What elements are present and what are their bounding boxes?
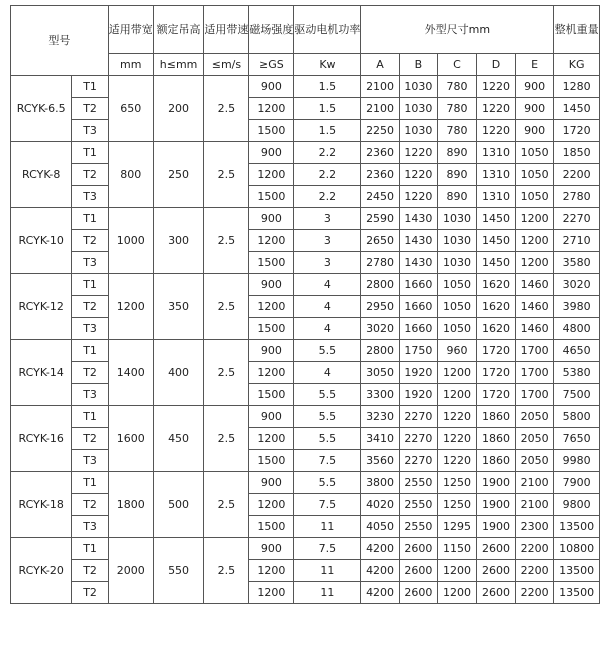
dim-e-cell: 1700 [515,384,553,406]
dim-a-cell: 2800 [361,340,399,362]
magnetic-cell: 1500 [249,186,294,208]
dim-a-cell: 4020 [361,494,399,516]
dim-c-cell: 1150 [437,538,476,560]
header-belt-speed: 适用带速 [204,6,249,54]
magnetic-cell: 1500 [249,450,294,472]
dim-e-cell: 2200 [515,560,553,582]
motor-cell: 4 [294,296,361,318]
belt-width-cell: 2000 [108,538,153,604]
dim-d-cell: 1220 [476,98,515,120]
spec-table-wrapper [10,5,600,604]
dim-e-cell: 900 [515,76,553,98]
variant-cell: T2 [72,494,108,516]
dim-d-cell: 1450 [476,252,515,274]
dim-e-cell: 1200 [515,208,553,230]
dim-c-cell: 1250 [437,494,476,516]
dim-c-cell: 780 [437,120,476,142]
dim-b-cell: 1030 [399,120,437,142]
dim-e-cell: 2300 [515,516,553,538]
table-row [11,450,600,472]
dim-a-cell: 2650 [361,230,399,252]
dim-a-cell: 3800 [361,472,399,494]
dim-a-cell: 3230 [361,406,399,428]
dim-a-cell: 4200 [361,538,399,560]
motor-cell: 5.5 [294,472,361,494]
belt-width-cell: 1400 [108,340,153,406]
model-cell: RCYK-18 [11,472,72,538]
dim-c-cell: 1200 [437,384,476,406]
variant-cell: T1 [72,472,108,494]
belt-width-cell: 1800 [108,472,153,538]
dim-c-cell: 780 [437,98,476,120]
dim-d-cell: 1860 [476,428,515,450]
magnetic-cell: 900 [249,406,294,428]
dim-e-cell: 1460 [515,318,553,340]
weight-cell: 3020 [554,274,600,296]
table-row [11,186,600,208]
dim-d-cell: 1900 [476,472,515,494]
lift-height-cell: 250 [153,142,204,208]
weight-cell: 1850 [554,142,600,164]
magnetic-cell: 900 [249,538,294,560]
dim-d-cell: 1620 [476,296,515,318]
dim-b-cell: 1430 [399,252,437,274]
variant-cell: T2 [72,230,108,252]
variant-cell: T2 [72,296,108,318]
header-weight: 整机重量 [554,6,600,54]
header-lift-height: 额定吊高 [153,6,204,54]
belt-speed-cell: 2.5 [204,538,249,604]
motor-cell: 3 [294,252,361,274]
motor-cell: 11 [294,560,361,582]
weight-cell: 1720 [554,120,600,142]
model-cell: RCYK-8 [11,142,72,208]
dim-c-cell: 1030 [437,208,476,230]
table-row [11,98,600,120]
dim-d-cell: 1310 [476,142,515,164]
dim-b-cell: 1920 [399,362,437,384]
variant-cell: T1 [72,340,108,362]
header-model: 型号 [11,6,109,76]
variant-cell: T1 [72,208,108,230]
weight-cell: 13500 [554,516,600,538]
dim-c-cell: 780 [437,76,476,98]
table-row [11,560,600,582]
motor-cell: 11 [294,516,361,538]
magnetic-cell: 900 [249,340,294,362]
weight-cell: 9980 [554,450,600,472]
dim-b-cell: 1660 [399,318,437,340]
variant-cell: T2 [72,560,108,582]
magnetic-cell: 900 [249,274,294,296]
dim-a-cell: 2950 [361,296,399,318]
variant-cell: T2 [72,428,108,450]
table-row [11,164,600,186]
dim-d-cell: 1220 [476,76,515,98]
weight-cell: 5800 [554,406,600,428]
dim-d-cell: 1720 [476,384,515,406]
dim-d-cell: 1720 [476,340,515,362]
belt-speed-cell: 2.5 [204,274,249,340]
dim-c-cell: 1200 [437,582,476,604]
dim-b-cell: 1030 [399,76,437,98]
header-row [11,6,600,54]
weight-cell: 7900 [554,472,600,494]
weight-cell: 2270 [554,208,600,230]
magnetic-cell: 1200 [249,560,294,582]
dim-d-cell: 1620 [476,318,515,340]
weight-cell: 10800 [554,538,600,560]
dim-e-cell: 2100 [515,494,553,516]
magnetic-cell: 1200 [249,494,294,516]
dim-c-cell: 1250 [437,472,476,494]
dim-d-cell: 1220 [476,120,515,142]
magnetic-cell: 900 [249,142,294,164]
variant-cell: T1 [72,406,108,428]
model-cell: RCYK-6.5 [11,76,72,142]
magnetic-cell: 1200 [249,98,294,120]
motor-cell: 4 [294,274,361,296]
table-row [11,318,600,340]
dim-a-cell: 2590 [361,208,399,230]
magnetic-cell: 1500 [249,384,294,406]
magnetic-cell: 900 [249,472,294,494]
dim-b-cell: 2550 [399,494,437,516]
dim-e-cell: 2200 [515,538,553,560]
magnetic-cell: 1200 [249,428,294,450]
lift-height-cell: 450 [153,406,204,472]
dim-c-cell: 1030 [437,252,476,274]
belt-speed-cell: 2.5 [204,142,249,208]
table-row [11,340,600,362]
lift-height-cell: 400 [153,340,204,406]
magnetic-cell: 1200 [249,362,294,384]
motor-cell: 5.5 [294,340,361,362]
weight-cell: 2200 [554,164,600,186]
dim-a-cell: 3050 [361,362,399,384]
dim-c-cell: 1050 [437,296,476,318]
dim-b-cell: 1220 [399,142,437,164]
motor-cell: 3 [294,208,361,230]
dim-d-cell: 1310 [476,164,515,186]
magnetic-cell: 1500 [249,120,294,142]
weight-cell: 1280 [554,76,600,98]
motor-cell: 5.5 [294,384,361,406]
lift-height-cell: 300 [153,208,204,274]
variant-cell: T3 [72,318,108,340]
lift-height-cell: 550 [153,538,204,604]
dim-c-cell: 1200 [437,560,476,582]
variant-cell: T2 [72,582,108,604]
dim-e-cell: 1700 [515,340,553,362]
table-row [11,362,600,384]
weight-cell: 1450 [554,98,600,120]
dim-b-cell: 1220 [399,186,437,208]
dim-e-cell: 900 [515,120,553,142]
dim-b-cell: 1220 [399,164,437,186]
unit-dim-d: D [476,54,515,76]
weight-cell: 7650 [554,428,600,450]
dim-b-cell: 1430 [399,230,437,252]
dim-d-cell: 1720 [476,362,515,384]
belt-width-cell: 1200 [108,274,153,340]
belt-speed-cell: 2.5 [204,472,249,538]
weight-cell: 13500 [554,582,600,604]
dim-d-cell: 2600 [476,560,515,582]
dim-e-cell: 900 [515,98,553,120]
table-row [11,516,600,538]
belt-width-cell: 650 [108,76,153,142]
motor-cell: 4 [294,362,361,384]
table-head [11,6,600,76]
dim-a-cell: 2100 [361,98,399,120]
dim-e-cell: 2050 [515,450,553,472]
belt-speed-cell: 2.5 [204,406,249,472]
unit-magnetic: ≥GS [249,54,294,76]
magnetic-cell: 1500 [249,252,294,274]
header-dimensions: 外型尺寸mm [361,6,554,54]
dim-d-cell: 2600 [476,538,515,560]
magnetic-cell: 1500 [249,516,294,538]
dim-b-cell: 2600 [399,560,437,582]
dim-d-cell: 1860 [476,450,515,472]
motor-cell: 5.5 [294,428,361,450]
dim-b-cell: 1750 [399,340,437,362]
motor-cell: 3 [294,230,361,252]
dim-e-cell: 1200 [515,252,553,274]
table-row [11,230,600,252]
dim-c-cell: 1220 [437,428,476,450]
dim-a-cell: 4200 [361,582,399,604]
unit-dim-b: B [399,54,437,76]
model-cell: RCYK-14 [11,340,72,406]
header-magnetic-strength: 磁场强度 [249,6,294,54]
dim-a-cell: 2800 [361,274,399,296]
dim-c-cell: 1050 [437,318,476,340]
dim-b-cell: 2550 [399,472,437,494]
dim-e-cell: 2100 [515,472,553,494]
model-cell: RCYK-10 [11,208,72,274]
belt-width-cell: 800 [108,142,153,208]
magnetic-cell: 900 [249,208,294,230]
dim-b-cell: 1920 [399,384,437,406]
spec-table [10,5,600,604]
variant-cell: T3 [72,384,108,406]
dim-a-cell: 3300 [361,384,399,406]
variant-cell: T2 [72,98,108,120]
header-belt-width: 适用带宽 [108,6,153,54]
unit-lift-height: h≤mm [153,54,204,76]
dim-c-cell: 1200 [437,362,476,384]
dim-c-cell: 890 [437,164,476,186]
dim-b-cell: 2270 [399,428,437,450]
magnetic-cell: 1200 [249,582,294,604]
weight-cell: 9800 [554,494,600,516]
motor-cell: 1.5 [294,76,361,98]
dim-e-cell: 2050 [515,428,553,450]
dim-c-cell: 1295 [437,516,476,538]
variant-cell: T1 [72,142,108,164]
motor-cell: 7.5 [294,538,361,560]
weight-cell: 3580 [554,252,600,274]
dim-b-cell: 1660 [399,296,437,318]
dim-c-cell: 1220 [437,450,476,472]
unit-weight: KG [554,54,600,76]
dim-d-cell: 1900 [476,516,515,538]
table-row [11,120,600,142]
dim-d-cell: 1620 [476,274,515,296]
belt-width-cell: 1000 [108,208,153,274]
lift-height-cell: 200 [153,76,204,142]
dim-e-cell: 1460 [515,274,553,296]
unit-belt-width: mm [108,54,153,76]
variant-cell: T1 [72,538,108,560]
belt-speed-cell: 2.5 [204,208,249,274]
table-row [11,538,600,560]
dim-a-cell: 2780 [361,252,399,274]
table-row [11,472,600,494]
unit-motor: Kw [294,54,361,76]
model-cell: RCYK-20 [11,538,72,604]
dim-a-cell: 4200 [361,560,399,582]
motor-cell: 7.5 [294,494,361,516]
weight-cell: 5380 [554,362,600,384]
dim-e-cell: 2050 [515,406,553,428]
motor-cell: 5.5 [294,406,361,428]
dim-c-cell: 1050 [437,274,476,296]
dim-c-cell: 1030 [437,230,476,252]
variant-cell: T3 [72,450,108,472]
unit-dim-c: C [437,54,476,76]
variant-cell: T2 [72,362,108,384]
dim-d-cell: 1900 [476,494,515,516]
table-row [11,142,600,164]
table-row [11,274,600,296]
dim-e-cell: 1200 [515,230,553,252]
dim-e-cell: 2200 [515,582,553,604]
dim-b-cell: 2550 [399,516,437,538]
lift-height-cell: 500 [153,472,204,538]
unit-belt-speed: ≤m/s [204,54,249,76]
model-cell: RCYK-12 [11,274,72,340]
dim-b-cell: 1660 [399,274,437,296]
variant-cell: T2 [72,164,108,186]
variant-cell: T1 [72,274,108,296]
magnetic-cell: 1200 [249,230,294,252]
magnetic-cell: 900 [249,76,294,98]
header-motor-power: 驱动电机功率 [294,6,361,54]
unit-dim-a: A [361,54,399,76]
dim-b-cell: 2600 [399,582,437,604]
belt-speed-cell: 2.5 [204,76,249,142]
dim-d-cell: 1310 [476,186,515,208]
weight-cell: 4650 [554,340,600,362]
magnetic-cell: 1200 [249,164,294,186]
table-row [11,384,600,406]
table-row [11,582,600,604]
dim-a-cell: 3020 [361,318,399,340]
belt-width-cell: 1600 [108,406,153,472]
table-row [11,208,600,230]
dim-c-cell: 1220 [437,406,476,428]
motor-cell: 2.2 [294,186,361,208]
dim-d-cell: 1860 [476,406,515,428]
dim-e-cell: 1700 [515,362,553,384]
motor-cell: 1.5 [294,98,361,120]
motor-cell: 4 [294,318,361,340]
table-row [11,296,600,318]
unit-dim-e: E [515,54,553,76]
table-row [11,252,600,274]
variant-cell: T3 [72,186,108,208]
magnetic-cell: 1200 [249,296,294,318]
dim-b-cell: 2270 [399,406,437,428]
dim-a-cell: 2250 [361,120,399,142]
weight-cell: 2710 [554,230,600,252]
dim-a-cell: 3560 [361,450,399,472]
motor-cell: 2.2 [294,164,361,186]
dim-e-cell: 1050 [515,142,553,164]
weight-cell: 7500 [554,384,600,406]
dim-b-cell: 1030 [399,98,437,120]
dim-e-cell: 1460 [515,296,553,318]
table-row [11,494,600,516]
dim-a-cell: 4050 [361,516,399,538]
dim-c-cell: 960 [437,340,476,362]
dim-d-cell: 1450 [476,208,515,230]
table-row [11,406,600,428]
dim-c-cell: 890 [437,186,476,208]
lift-height-cell: 350 [153,274,204,340]
dim-e-cell: 1050 [515,164,553,186]
dim-a-cell: 3410 [361,428,399,450]
motor-cell: 7.5 [294,450,361,472]
weight-cell: 13500 [554,560,600,582]
dim-a-cell: 2450 [361,186,399,208]
table-body [11,76,600,604]
dim-d-cell: 2600 [476,582,515,604]
weight-cell: 2780 [554,186,600,208]
motor-cell: 1.5 [294,120,361,142]
magnetic-cell: 1500 [249,318,294,340]
dim-b-cell: 1430 [399,208,437,230]
dim-e-cell: 1050 [515,186,553,208]
variant-cell: T3 [72,252,108,274]
belt-speed-cell: 2.5 [204,340,249,406]
dim-c-cell: 890 [437,142,476,164]
motor-cell: 2.2 [294,142,361,164]
dim-a-cell: 2100 [361,76,399,98]
model-cell: RCYK-16 [11,406,72,472]
dim-d-cell: 1450 [476,230,515,252]
weight-cell: 3980 [554,296,600,318]
dim-a-cell: 2360 [361,142,399,164]
table-row [11,428,600,450]
variant-cell: T1 [72,76,108,98]
dim-b-cell: 2600 [399,538,437,560]
dim-b-cell: 2270 [399,450,437,472]
table-row [11,76,600,98]
motor-cell: 11 [294,582,361,604]
dim-a-cell: 2360 [361,164,399,186]
variant-cell: T3 [72,516,108,538]
weight-cell: 4800 [554,318,600,340]
variant-cell: T3 [72,120,108,142]
